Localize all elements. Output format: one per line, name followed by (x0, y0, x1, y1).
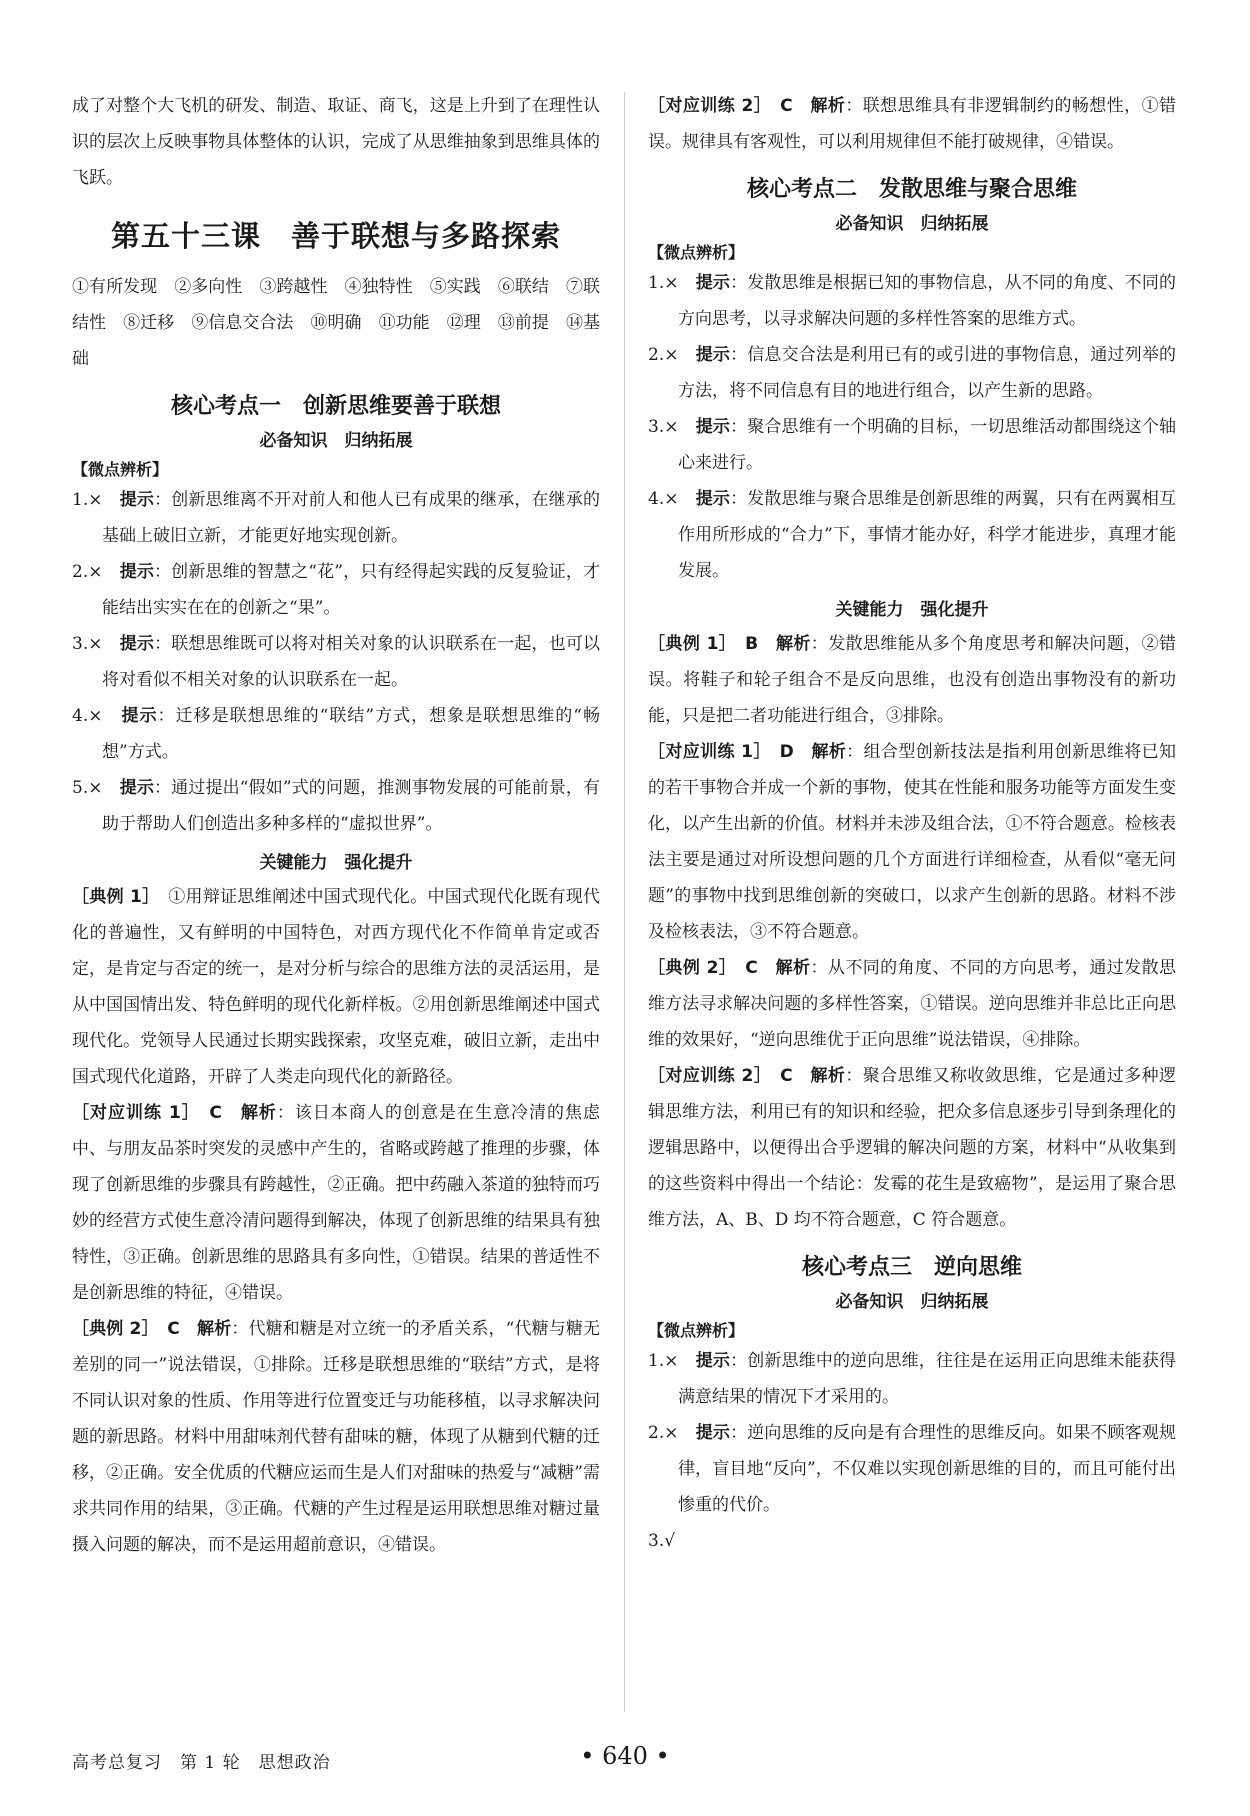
training-2: ［对应训练 2］ C 解析：聚合思维又称收敛思维，它是通过多种逻辑思维方法，利用已有的知识和经验，把众多信息逐步引导到条理化的逻辑思路中，以便得出合乎逻辑的解决问题的方案，材料中“从收集到的这些资料中得出一个结论：发霉的花生是致癌物”，是运用了聚合思维方法，A、B、D 均不符合题意，C 符合题意。 (648, 1066, 1177, 1230)
footer-book-title: 高考总复习 第 1 轮 思想政治 (72, 1753, 331, 1773)
section-tag: 【微点辨析】 (648, 1321, 745, 1340)
list-item: 1.× 提示：创新思维中的逆向思维，往往是在运用正向思维未能获得满意结果的情况下才采用的。 (648, 1351, 1176, 1407)
example-2: ［典例 2］ C 解析：从不同的角度、不同的方向思考，通过发散思维方法寻求解决问题的多样性答案，①错误。逆向思维并非总比正向思维的效果好，“逆向思维优于正向思维”说法错误，④排除。 (648, 958, 1177, 1050)
list-item: 4.× 提示：迁移是联想思维的“联结”方式，想象是联想思维的“畅想”方式。 (72, 706, 600, 762)
page-number: • 640 • (580, 1742, 670, 1770)
list-item: 2.× 提示：信息交合法是利用已有的或引进的事物信息，通过列举的方法，将不同信息有目的地进行组合，以产生新的思路。 (648, 345, 1176, 401)
list-item: 1.× 提示：发散思维是根据已知的事物信息，从不同的角度、不同的方向思考，以寻求解决问题的多样性答案的思维方式。 (648, 273, 1176, 329)
intro-paragraph: 成了对整个大飞机的研发、制造、取证、商飞，这是上升到了在理性认识的层次上反映事物具体整体的认识，完成了从思维抽象到思维具体的飞跃。 (72, 96, 600, 188)
left-column (72, 88, 600, 1563)
answer-list: ①有所发现 ②多向性 ③跨越性 ④独特性 ⑤实践 ⑥联结 ⑦联结性 ⑧迁移 ⑨信息交合法 ⑩明确 ⑪功能 ⑫理 ⑬前提 ⑭基础 (72, 277, 600, 369)
lesson-title: 第五十三课 善于联想与多路探索 (110, 219, 561, 253)
example-1: ［典例 1］ B 解析：发散思维能从多个角度思考和解决问题，②错误。将鞋子和轮子组合不是反向思维，也没有创造出事物没有的新功能，只是把二者功能进行组合，③排除。 (648, 634, 1177, 726)
subtitle-ability: 关键能力 强化提升 (259, 853, 413, 873)
list-item: 2.× 提示：逆向思维的反向是有合理性的思维反向。如果不顾客观规律，盲目地“反向”，不仅难以实现创新思维的目的，而且可能付出惨重的代价。 (648, 1423, 1176, 1515)
training-1: ［对应训练 1］ D 解析：组合型创新技法是指利用创新思维将已知的若干事物合并成一个新的事物，使其在性能和服务功能等方面发生变化，以产生出新的价值。材料并未涉及组合法，①不符合题意。检核表法主要是通过对所设想问题的几个方面进行详细检查，从看似“毫无问题”的事物中找到思维创新的突破口，以求产生创新的思路。材料不涉及检核表法，③不符合题意。 (648, 742, 1176, 942)
core-title-1: 核心考点一 创新思维要善于联想 (170, 394, 501, 419)
subtitle-knowledge: 必备知识 归纳拓展 (835, 214, 989, 234)
subtitle-knowledge: 必备知识 归纳拓展 (259, 431, 413, 451)
core-title-3: 核心考点三 逆向思维 (801, 1255, 1022, 1280)
section-tag: 【微点辨析】 (648, 243, 745, 262)
training-2-top: ［对应训练 2］ C 解析：联想思维具有非逻辑制约的畅想性，①错误。规律具有客观性，可以利用规律但不能打破规律，④错误。 (648, 96, 1177, 152)
list-item: 5.× 提示：通过提出“假如”式的问题，推测事物发展的可能前景，有助于帮助人们创造出多种多样的“虚拟世界”。 (72, 778, 601, 834)
section-tag: 【微点辨析】 (72, 460, 169, 479)
list-item: 1.× 提示：创新思维离不开对前人和他人已有成果的继承，在继承的基础上破旧立新，才能更好地实现创新。 (72, 490, 600, 546)
core-title-2: 核心考点二 发散思维与聚合思维 (746, 177, 1077, 202)
right-column (648, 88, 1176, 1559)
example-1: ［典例 1］ ①用辩证思维阐述中国式现代化。中国式现代化既有现代化的普遍性，又有鲜明的中国特色，对西方现代化不作简单肯定或否定，是肯定与否定的统一，是对分析与综合的思维方法的灵活运用，是从中国国情出发、特色鲜明的现代化新样板。②用创新思维阐述中国式现代化。党领导人民通过长期实践探索，攻坚克难，破旧立新，走出中国式现代化道路，开辟了人类走向现代化的新路径。 (72, 887, 601, 1087)
list-item: 2.× 提示：创新思维的智慧之“花”，只有经得起实践的反复验证，才能结出实实在在的创新之“果”。 (72, 562, 601, 618)
example-2: ［典例 2］ C 解析：代糖和糖是对立统一的矛盾关系，“代糖与糖无差别的同一”说法错误，①排除。迁移是联想思维的“联结”方式，是将不同认识对象的性质、作用等进行位置变迁与功能移植，以寻求解决问题的新思路。材料中用甜味剂代替有甜味的糖，体现了从糖到代糖的迁移，②正确。安全优质的代糖应运而生是人们对甜味的热爱与“减糖”需求共同作用的结果，③正确。代糖的产生过程是运用联想思维对糖过量摄入问题的解决，而不是运用超前意识，④错误。 (72, 1319, 601, 1555)
list-item: 3.× 提示：联想思维既可以将对相关对象的认识联系在一起，也可以将对看似不相关对象的认识联系在一起。 (72, 634, 600, 690)
column-divider (624, 92, 625, 1712)
training-1: ［对应训练 1］ C 解析：该日本商人的创意是在生意冷清的焦虑中、与朋友品茶时突发的灵感中产生的，省略或跨越了推理的步骤，体现了创新思维的步骤具有跨越性，②正确。把中药融入茶道的独特而巧妙的经营方式使生意冷清问题得到解决，体现了创新思维的结果具有独特性，③正确。创新思维的思路具有多向性，①错误。结果的普适性不是创新思维的特征，④错误。 (72, 1103, 601, 1303)
subtitle-knowledge: 必备知识 归纳拓展 (835, 1292, 989, 1312)
list-item: 3.√ (648, 1531, 676, 1551)
list-item: 4.× 提示：发散思维与聚合思维是创新思维的两翼，只有在两翼相互作用所形成的“合力”下，事情才能办好，科学才能进步，真理才能发展。 (648, 489, 1176, 581)
subtitle-ability: 关键能力 强化提升 (835, 600, 989, 620)
list-item: 3.× 提示：聚合思维有一个明确的目标，一切思维活动都围绕这个轴心来进行。 (648, 417, 1176, 473)
